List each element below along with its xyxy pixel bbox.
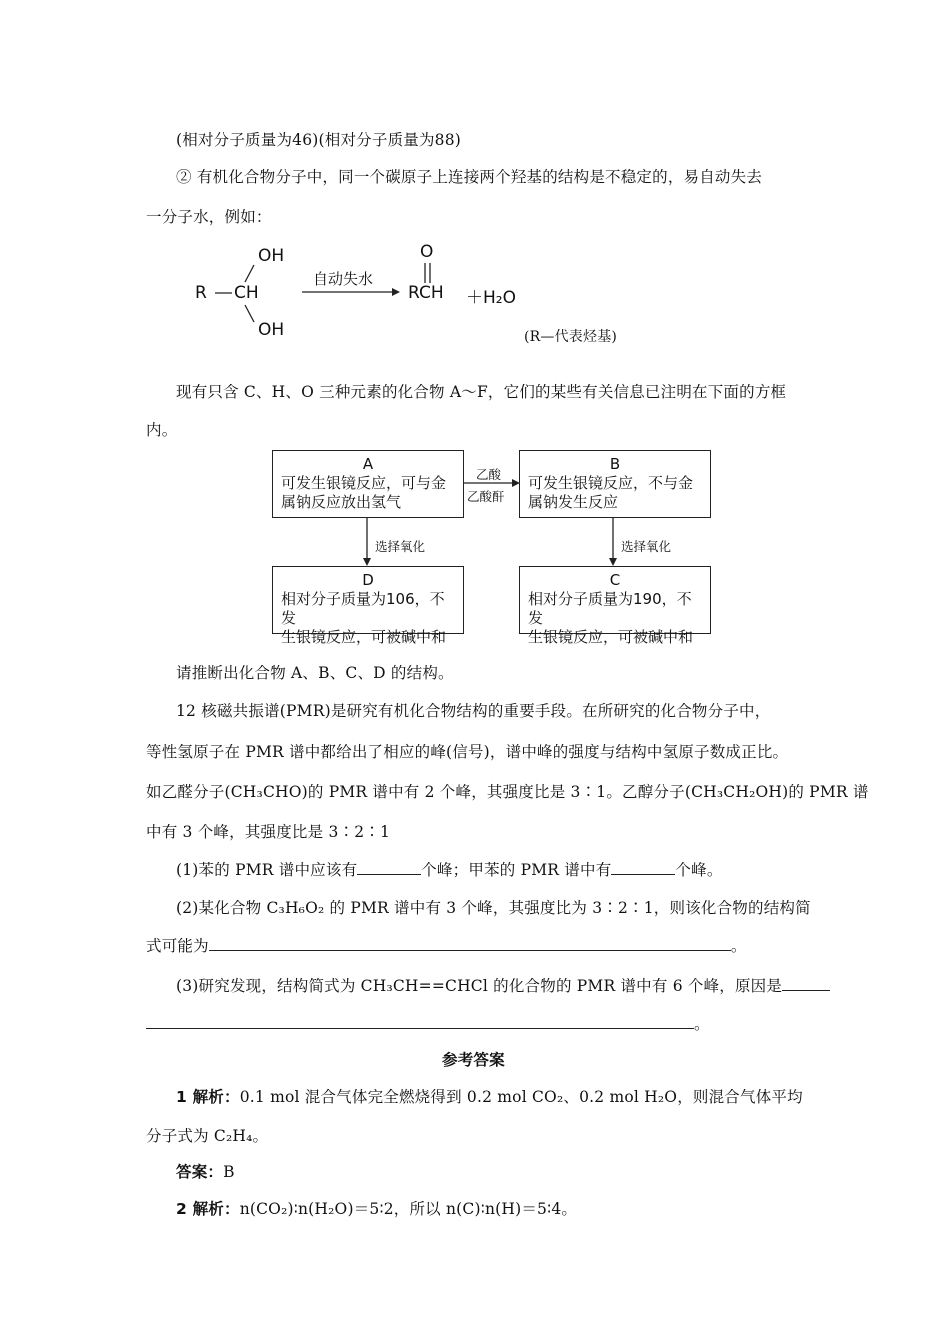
answer-1-label: 1 解析： <box>176 1088 240 1106</box>
arrow-bc-label: 选择氧化 <box>621 539 672 554</box>
sub-question-1-part-c: 个峰。 <box>675 861 723 879</box>
paragraph-3-line-2: 内。 <box>146 421 178 439</box>
box-c-title: C <box>609 571 621 589</box>
box-a <box>272 450 464 518</box>
paragraph-2-line-1: ② 有机化合物分子中，同一个碳原子上连接两个羟基的结构是不稳定的，易自动失去 <box>176 168 763 186</box>
sub-question-3-part-b: 。 <box>694 1015 710 1033</box>
sub-question-3-part-a: (3)研究发现，结构简式为 CH₃CH==CHCl 的化合物的 PMR 谱中有 6 个峰，原因是 <box>176 977 783 995</box>
paragraph-3-line-1: 现有只含 C、H、O 三种元素的化合物 A～F，它们的某些有关信息已注明在下面的方框 <box>176 383 787 401</box>
arrow-ab-label-top: 乙酸 <box>476 467 502 482</box>
sub-question-2-part-c: 。 <box>730 937 747 955</box>
sub-question-1-part-a: (1)苯的 PMR 谱中应该有 <box>176 861 358 879</box>
answer-1-text: 0.1 mol 混合气体完全燃烧得到 0.2 mol CO₂、0.2 mol H₂O，则混合气体平均 <box>239 1088 803 1106</box>
box-b-text-1: 可发生银镜反应，不与金 <box>528 474 694 492</box>
answer-2 <box>176 1197 577 1219</box>
answer-blank-2[interactable] <box>611 860 675 875</box>
box-d-text-1: 相对分子质量为106，不发 <box>281 590 445 627</box>
box-a-text-1: 可发生银镜反应，可与金 <box>281 474 447 492</box>
paragraph-2-line-2: 一分子水，例如： <box>146 208 272 226</box>
answer-blank-1[interactable] <box>357 860 421 875</box>
question-12-line-1: 12 核磁共振谱(PMR)是研究有机化合物结构的重要手段。在所研究的化合物分子中， <box>176 702 771 720</box>
sub-question-1-part-b: 个峰；甲苯的 PMR 谱中有 <box>421 861 612 879</box>
answers-title: 参考答案 <box>442 1051 505 1069</box>
answer-blank-4[interactable] <box>782 976 830 991</box>
answer-blank-3[interactable] <box>209 936 731 951</box>
answer-1-result <box>176 1160 235 1182</box>
box-d <box>272 566 464 646</box>
sub-question-1 <box>176 858 723 880</box>
box-d-text-2: 生银镜反应，可被碱中和 <box>281 628 447 646</box>
box-a-text-2: 属钠反应放出氢气 <box>281 493 402 511</box>
ch-group: CH <box>234 283 259 303</box>
question-12-line-3: 如乙醛分子(CH₃CHO)的 PMR 谱中有 2 个峰，其强度比是 3∶1。乙醇分子(CH₃CH₂OH)的 PMR 谱 <box>146 783 869 801</box>
answer-blank-5[interactable] <box>146 1014 694 1029</box>
box-b-title: B <box>609 455 621 473</box>
mass-note: (相对分子质量为46)(相对分子质量为88) <box>176 131 462 149</box>
answer-1-result-value: B <box>223 1163 235 1181</box>
sub-question-2-part-b: 式可能为 <box>146 937 209 955</box>
question-12-line-4: 中有 3 个峰，其强度比是 3∶2∶1 <box>146 823 391 841</box>
oh-bottom: OH <box>258 320 285 340</box>
arrow-label: 自动失水 <box>313 270 374 288</box>
box-c <box>519 566 711 646</box>
answer-1-line-2: 分子式为 C₂H₄。 <box>146 1127 269 1145</box>
box-c-text-1: 相对分子质量为190，不发 <box>528 590 692 627</box>
sub-question-2-line-1: (2)某化合物 C₃H₆O₂ 的 PMR 谱中有 3 个峰，其强度比为 3∶2∶1，则该化合物的结构简 <box>176 899 811 917</box>
oh-top: OH <box>258 246 285 266</box>
sub-question-2-line-2 <box>146 934 747 956</box>
paragraph-4: 请推断出化合物 A、B、C、D 的结构。 <box>176 664 454 682</box>
box-d-title: D <box>362 571 374 589</box>
r-note: (R—代表烃基) <box>524 329 618 345</box>
sub-question-3-line-2 <box>146 1012 710 1034</box>
answer-1-result-label: 答案： <box>176 1163 224 1181</box>
answer-1 <box>176 1085 803 1107</box>
answer-2-label: 2 解析： <box>176 1200 240 1218</box>
box-b-text-2: 属钠发生反应 <box>528 493 619 511</box>
sub-question-3-line-1 <box>176 974 830 996</box>
question-12-line-2: 等性氢原子在 PMR 谱中都给出了相应的峰(信号)，谱中峰的强度与结构中氢原子数成正比。 <box>146 743 789 761</box>
box-a-title: A <box>362 455 374 473</box>
answer-2-text: n(CO₂)∶n(H₂O)＝5∶2，所以 n(C)∶n(H)＝5∶4。 <box>239 1200 578 1218</box>
box-b <box>519 450 711 518</box>
water: ＋H₂O <box>466 288 516 308</box>
box-c-text-2: 生银镜反应，可被碱中和 <box>528 628 694 646</box>
arrow-ab-label-bottom: 乙酸酐 <box>467 489 505 504</box>
carbonyl-o: O <box>420 242 434 262</box>
rch-group: RCH <box>408 283 444 303</box>
r-group: R <box>195 283 207 303</box>
arrow-ad-label: 选择氧化 <box>375 539 426 554</box>
